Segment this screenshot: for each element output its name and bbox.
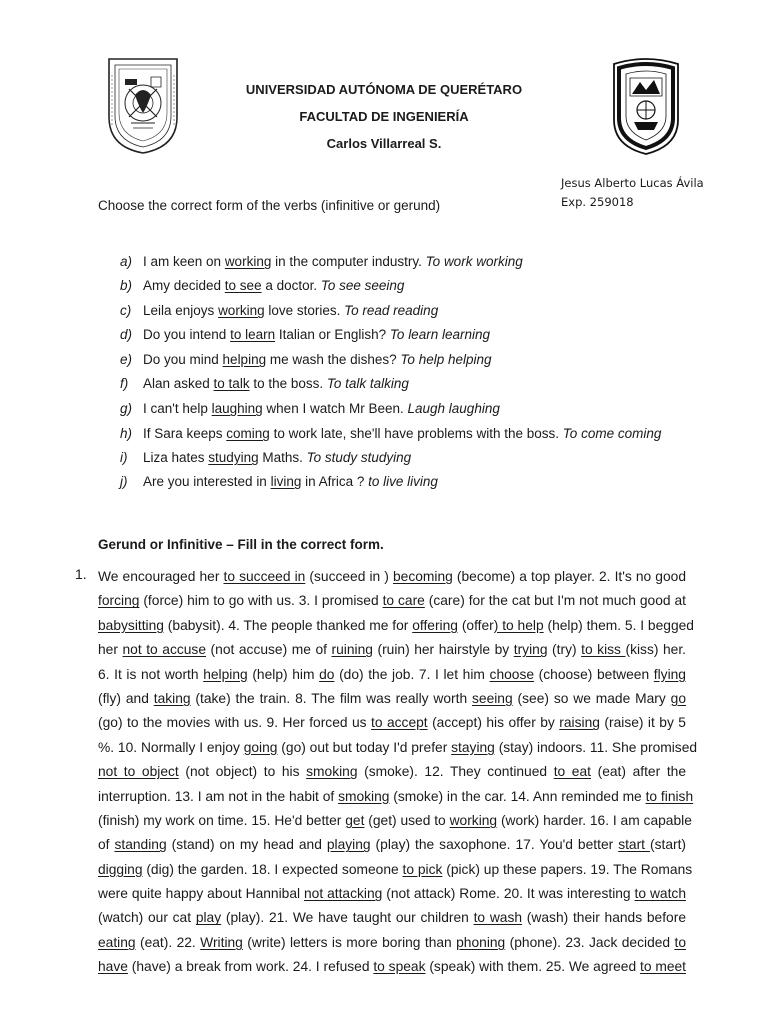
sentence-text: (try)	[547, 642, 582, 658]
sentence-text: Amy decided	[143, 278, 225, 293]
sentence-text: Maths.	[258, 450, 307, 465]
answer-options: Laugh laughing	[407, 401, 500, 416]
answer-text: helping	[222, 352, 267, 367]
paragraph-line	[98, 833, 686, 857]
sentence-text: If Sara keeps	[143, 426, 227, 441]
answer-text: trying	[513, 642, 548, 658]
sentence-text: of	[98, 837, 115, 853]
answer-text: not attacking	[304, 886, 383, 902]
answer-text: babysitting	[98, 617, 164, 633]
answer-text: to kiss	[581, 642, 626, 658]
sentence-text: (work) harder. 16. I am capable	[497, 812, 692, 828]
answer-options: to live living	[368, 474, 438, 489]
answer-text: get	[345, 812, 365, 828]
answer-text: to talk	[213, 376, 250, 391]
sentence-text: (force) him to go with us. 3. I promised	[139, 593, 383, 609]
answer-text: working	[449, 812, 498, 828]
sentence-text: (become) a top player. 2. It's no good	[452, 569, 686, 584]
sentence-text: (get) used to	[364, 812, 450, 828]
exercise-item	[120, 302, 438, 320]
sentence-text: (phone). 23. Jack decided	[505, 934, 675, 950]
answer-text: choose	[489, 666, 535, 682]
sentence-text: Italian or English?	[275, 327, 390, 342]
sentence-text: (play) the saxophone. 17. You'd better	[370, 837, 619, 853]
sentence-text: (not accuse) me of	[206, 642, 332, 658]
paragraph-line	[98, 736, 698, 760]
exercise-item	[120, 449, 411, 467]
sentence-text: (help) them. 5. I begged	[543, 617, 694, 633]
answer-text: to pick	[402, 861, 443, 877]
answer-text: to succeed in	[223, 569, 306, 584]
sentence-text: %. 10. Normally I enjoy	[98, 739, 244, 755]
sentence-text: (speak) with them. 25. We agreed	[425, 959, 640, 975]
sentence-text: (have) a break from work. 24. I refused	[127, 959, 374, 975]
answer-text: to wash	[473, 910, 523, 926]
answer-text: playing	[326, 837, 371, 853]
answer-text: not to accuse	[122, 642, 206, 658]
paragraph-line	[98, 955, 686, 979]
answer-text: seeing	[472, 690, 513, 706]
paragraph-line	[98, 906, 686, 930]
sentence-text: Are you interested in	[143, 474, 271, 489]
sentence-text: (help) him	[247, 666, 320, 682]
sentence-text: love stories.	[264, 303, 345, 318]
answer-text: to accept	[371, 715, 428, 731]
sentence-text: in Africa ?	[301, 474, 369, 489]
sentence-text: (see) so we made Mary	[512, 690, 671, 706]
answer-text: digging	[98, 861, 143, 877]
sentence-text: Alan asked	[143, 376, 214, 391]
sentence-text: (take) the train. 8. The film was really worth	[190, 690, 472, 706]
sentence-text: I am keen on	[143, 254, 225, 269]
answer-text: standing	[114, 837, 167, 853]
sentence-text: (wash) their hands before	[522, 910, 686, 926]
sentence-text: (write) letters is more boring than	[242, 934, 457, 950]
answer-text: working	[218, 303, 265, 318]
answer-text: to see	[224, 278, 262, 293]
sentence-text: (raise) it by 5	[599, 715, 686, 731]
answer-text: raising	[559, 715, 600, 731]
sentence-text: (stand) on my head and	[166, 837, 327, 853]
answer-text: eating	[98, 934, 136, 950]
answer-text: helping	[203, 666, 248, 682]
paragraph-line	[98, 711, 686, 735]
answer-text: coming	[226, 426, 270, 441]
sentence-text: me wash the dishes?	[266, 352, 401, 367]
answer-text: forcing	[98, 593, 140, 609]
sentence-text: (dig) the garden. 18. I expected someone	[142, 861, 403, 877]
sentence-text: Do you mind	[143, 352, 223, 367]
paragraph-line	[98, 638, 686, 662]
answer-text: studying	[208, 450, 259, 465]
sentence-text: a doctor.	[261, 278, 321, 293]
item-number: 1.	[75, 566, 87, 582]
answer-text: smoking	[338, 788, 390, 804]
answer-text: go	[670, 690, 686, 706]
sentence-text: (start)	[650, 837, 687, 853]
sentence-text: (go) to the movies with us. 9. Her forced us	[98, 715, 372, 731]
sentence-text: (play). 21. We have taught our children	[221, 910, 474, 926]
exercise-item	[120, 425, 661, 443]
answer-text: to speak	[373, 959, 426, 975]
sentence-text: I can't help	[143, 401, 212, 416]
sentence-text: (ruin) her hairstyle by	[372, 642, 514, 658]
answer-options: To study studying	[306, 450, 412, 465]
exercise-letter: g)	[120, 401, 133, 416]
sentence-text: (watch) our cat	[98, 910, 196, 926]
student-exp-number: Exp. 259018	[561, 195, 634, 209]
exercise-item	[120, 253, 523, 271]
sentence-text: We encouraged her	[98, 569, 224, 584]
answer-options: To come coming	[562, 426, 662, 441]
answer-text: to care	[382, 593, 425, 609]
teacher-name: Carlos Villarreal S.	[326, 136, 442, 151]
sentence-text: her	[98, 642, 123, 658]
answer-text: living	[270, 474, 302, 489]
sentence-text: Do you intend	[143, 327, 231, 342]
paragraph-line	[98, 785, 694, 809]
sentence-text: Leila enjoys	[143, 303, 219, 318]
sentence-text: (smoke) in the car. 14. Ann reminded me	[389, 788, 646, 804]
answer-text: becoming	[392, 569, 453, 584]
answer-text: taking	[153, 690, 191, 706]
sentence-text: Liza hates	[143, 450, 209, 465]
sentence-text: (finish) my work on time. 15. He'd better	[98, 812, 346, 828]
paragraph-line	[98, 858, 693, 882]
sentence-text: to work late, she'll have problems with the boss.	[269, 426, 563, 441]
paragraph-line	[98, 614, 694, 638]
exercise-letter: c)	[120, 303, 132, 318]
exercise-item	[120, 400, 500, 418]
sentence-text: were quite happy about Hannibal	[98, 886, 304, 902]
answer-text: start	[618, 837, 650, 853]
sentence-text: (stay) indoors. 11. She promised	[494, 739, 698, 755]
answer-text: flying	[653, 666, 686, 682]
exercise-letter: d)	[120, 327, 133, 342]
exercise-letter: h)	[120, 426, 133, 441]
sentence-text: (do) the job. 7. I let him	[334, 666, 490, 682]
fill-in-paragraph	[98, 565, 698, 980]
answer-options: To work working	[425, 254, 523, 269]
exercise-letter: i)	[120, 450, 128, 465]
answer-text: working	[224, 254, 272, 269]
answer-text: not to object	[98, 764, 179, 780]
answer-text: to meet	[639, 959, 686, 975]
paragraph-line	[98, 565, 686, 589]
answer-text: to eat	[553, 764, 591, 780]
sentence-text: (babysit). 4. The people thanked me for	[163, 617, 413, 633]
answer-text: going	[243, 739, 278, 755]
paragraph-line	[98, 589, 686, 613]
answer-text: to watch	[634, 886, 686, 902]
answer-text: offering	[412, 617, 458, 633]
answer-text: Writing	[200, 934, 243, 950]
exercise-item	[120, 351, 492, 369]
answer-text: ruining	[331, 642, 373, 658]
sentence-text: (eat). 22.	[135, 934, 201, 950]
sentence-text: (kiss) her.	[625, 642, 687, 658]
answer-options: To help helping	[400, 352, 492, 367]
answer-text: smoking	[306, 764, 358, 780]
sentence-text: when I watch Mr Been.	[262, 401, 408, 416]
sentence-text: 6. It is not worth	[98, 666, 204, 682]
sentence-text: (not attack) Rome. 20. It was interesting	[382, 886, 635, 902]
sentence-text: (eat) after the	[591, 764, 686, 780]
sentence-text: (pick) up these papers. 19. The Romans	[442, 861, 693, 877]
answer-text: phoning	[456, 934, 506, 950]
paragraph-line	[98, 809, 692, 833]
exercise-letter: f)	[120, 376, 129, 391]
sentence-text: in the computer industry.	[271, 254, 426, 269]
exercise-instructions: Choose the correct form of the verbs (infinitive or gerund)	[98, 198, 441, 213]
paragraph-line	[98, 687, 686, 711]
sentence-text: (accept) his offer by	[427, 715, 560, 731]
answer-text: ) to help	[493, 617, 544, 633]
exercise-item	[120, 326, 490, 344]
answer-text: to learn	[230, 327, 276, 342]
section-title: Gerund or Infinitive – Fill in the correct form.	[98, 537, 384, 552]
answer-options: To read reading	[344, 303, 439, 318]
exercise-item	[120, 473, 438, 491]
exercise-letter: b)	[120, 278, 133, 293]
exercise-item	[120, 375, 409, 393]
sentence-text: (smoke). 12. They continued	[357, 764, 554, 780]
paragraph-line	[98, 931, 686, 955]
paragraph-line	[98, 760, 686, 784]
answer-text: have	[98, 959, 128, 975]
university-name: UNIVERSIDAD AUTÓNOMA DE QUERÉTARO	[245, 82, 523, 97]
answer-text: laughing	[211, 401, 263, 416]
sentence-text: (succeed in )	[305, 569, 393, 584]
sentence-text: to the boss.	[249, 376, 327, 391]
paragraph-line	[98, 663, 686, 687]
exercise-letter: e)	[120, 352, 133, 367]
paragraph-line	[98, 882, 686, 906]
sentence-text: (not object) to his	[178, 764, 307, 780]
exercise-letter: j)	[120, 474, 128, 489]
answer-text: do	[319, 666, 335, 682]
faculty-name: FACULTAD DE INGENIERÍA	[299, 109, 469, 124]
sentence-text: (offer	[457, 617, 494, 633]
answer-options: To see seeing	[320, 278, 405, 293]
sentence-text: (fly) and	[98, 690, 154, 706]
sentence-text: interruption. 13. I am not in the habit of	[98, 788, 339, 804]
answer-options: To learn learning	[389, 327, 490, 342]
sentence-text: (go) out but today I'd prefer	[277, 739, 452, 755]
answer-options: To talk talking	[326, 376, 409, 391]
answer-text: to	[674, 934, 686, 950]
answer-text: to finish	[645, 788, 694, 804]
answer-text: staying	[451, 739, 495, 755]
exercise-letter: a)	[120, 254, 133, 269]
student-name: Jesus Alberto Lucas Ávila	[561, 176, 704, 190]
sentence-text: (care) for the cat but I'm not much good at	[424, 593, 686, 609]
answer-text: play	[195, 910, 222, 926]
exercise-item	[120, 277, 404, 295]
sentence-text: (choose) between	[534, 666, 654, 682]
